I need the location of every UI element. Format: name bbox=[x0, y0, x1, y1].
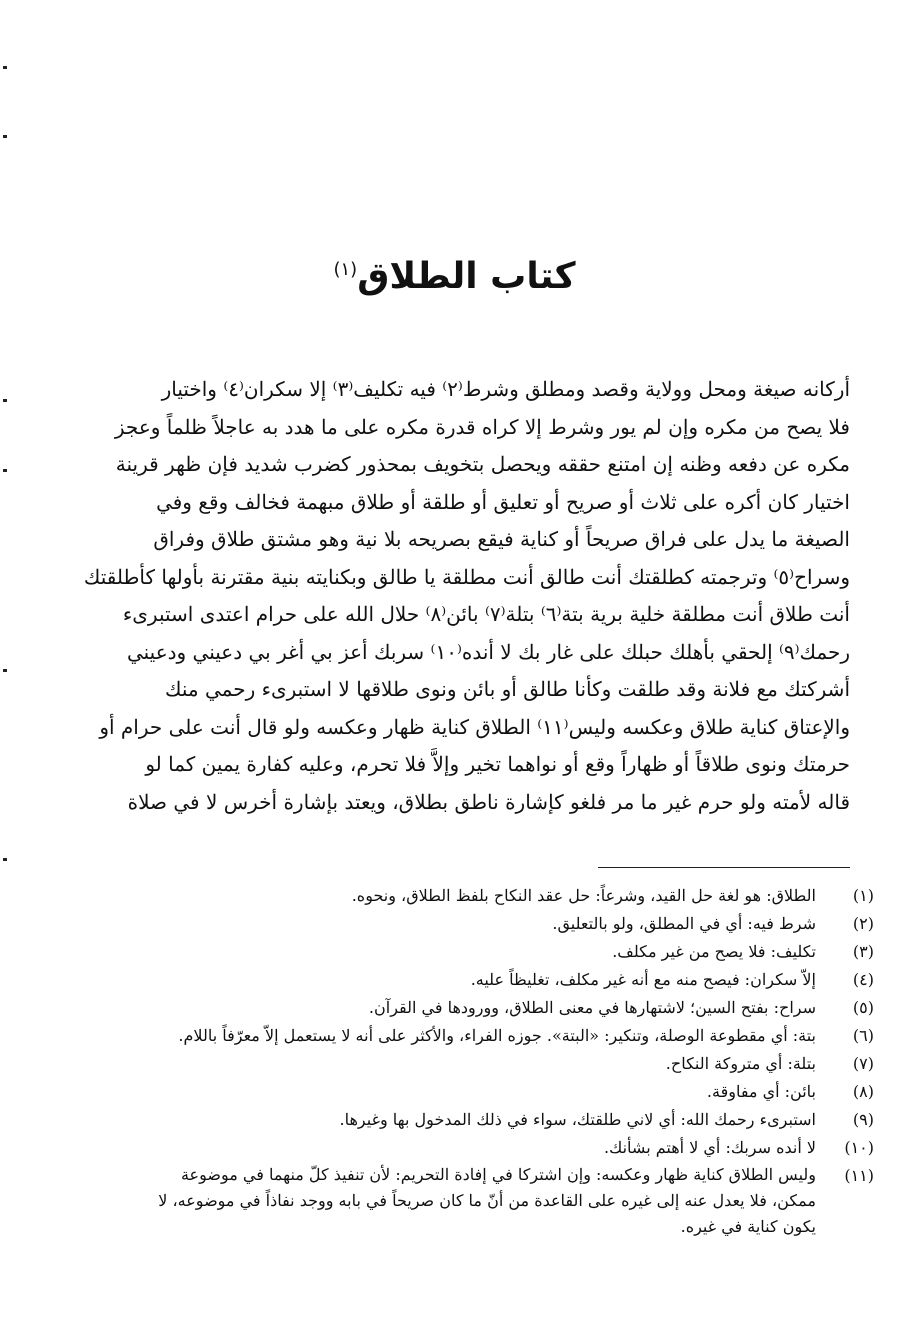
footnote-text: ممكن، فلا يعدل عنه إلى غيره على القاعدة من أنّ ما كان صريحاً في بابه ووجد نفاذاً في موضوعه، لا bbox=[158, 1191, 816, 1210]
footnote bbox=[60, 1106, 874, 1134]
footnote-number: (٣) bbox=[852, 942, 874, 961]
footnote-text: يكون كناية في غيره. bbox=[680, 1217, 816, 1236]
text-line: والإعتاق كناية طلاق وعكسه وليس⁽١١⁾ الطلاق كناية ظهار وعكسه ولو قال أنت على حرام أو bbox=[99, 714, 850, 739]
footnote bbox=[60, 938, 874, 966]
footnote-text: إلاّ سكران: فيصح منه مع أنه غير مكلف، تغليظاً عليه. bbox=[470, 970, 816, 989]
footnote-text: بتة: أي مقطوعة الوصلة، وتنكير: «البتة». جوزه الفراء، والأكثر على أنه لا يستعمل إلاّ معرّفاً باللام. bbox=[178, 1026, 816, 1045]
margin-mark bbox=[3, 469, 7, 472]
footnote bbox=[60, 966, 874, 994]
footnote bbox=[60, 1162, 874, 1240]
text-line: اختيار كان أكره على ثلاث أو صريح أو تعليق أو طلقة أو طلاق مبهمة فخالف وقع وفي bbox=[156, 489, 850, 514]
margin-mark bbox=[3, 669, 7, 672]
footnote-text: لا أنده سربك: أي لا أهتم بشأنك. bbox=[604, 1138, 816, 1157]
footnote bbox=[60, 1050, 874, 1078]
margin-mark bbox=[3, 135, 7, 138]
footnote-text: بتلة: أي متروكة النكاح. bbox=[665, 1054, 816, 1073]
footnote bbox=[60, 882, 874, 910]
text-line: وسراح⁽٥⁾ وترجمته كطلقتك أنت طالق أنت مطلقة يا طالق وبكنايته بنية مقترنة بأولها كأطلقتك bbox=[83, 564, 850, 589]
margin-mark bbox=[3, 66, 7, 69]
footnote-text: شرط فيه: أي في المطلق، ولو بالتعليق. bbox=[552, 914, 816, 933]
chapter-title-text: كتاب الطلاق bbox=[357, 256, 576, 297]
text-line: قاله لأمته ولو حرم غير ما مر فلغو كإشارة ناطق بطلاق، ويعتد بإشارة أخرس لا في صلاة bbox=[127, 789, 850, 814]
footnote-text: الطلاق: هو لغة حل القيد، وشرعاً: حل عقد النكاح بلفظ الطلاق، ونحوه. bbox=[351, 886, 816, 905]
footnote bbox=[60, 910, 874, 938]
main-text bbox=[82, 371, 850, 821]
margin-mark bbox=[3, 399, 7, 402]
footnote-number: (١) bbox=[852, 886, 874, 905]
text-line: أشركتك مع فلانة وقد طلقت وكأنا طالق أو بائن ونوى طلاقها لا استبرىء رحمي منك bbox=[165, 677, 850, 701]
footnote-number: (١٠) bbox=[844, 1138, 874, 1157]
chapter-title bbox=[0, 240, 909, 307]
text-line: حرمتك ونوى طلاقاً أو ظهاراً وقع أو نواهما تخير وإلاَّ فلا تحرم، وعليه كفارة يمين كما لو bbox=[145, 752, 850, 776]
text-line: أنت طلاق أنت مطلقة خلية برية بتة⁽٦⁾ بتلة⁽٧⁾ بائن⁽٨⁾ حلال الله على حرام اعتدى استبرىء bbox=[122, 602, 850, 626]
footnote-number: (٤) bbox=[852, 970, 874, 989]
text-line: فلا يصح من مكره وإن لم يور وشرط إلا كراه قدرة مكره على ما هدد به عاجلاً ظلماً وعجز bbox=[114, 414, 850, 439]
footnote-number: (٧) bbox=[852, 1054, 874, 1073]
text-line: رحمك⁽٩⁾ إلحقي بأهلك حبلك على غار بك لا أنده⁽١٠⁾ سربك أعز بي أغر بي دعيني ودعيني bbox=[126, 639, 850, 664]
text-line: مكره عن دفعه وظنه إن امتنع حققه ويحصل بتخويف بمحذور كضرب شديد فإن ظهر قرينة bbox=[115, 452, 850, 476]
footnote bbox=[60, 994, 874, 1022]
footnote-separator bbox=[598, 867, 850, 868]
footnotes bbox=[60, 882, 874, 1240]
footnote-number: (٨) bbox=[852, 1082, 874, 1101]
footnote-text: سراح: بفتح السين؛ لاشتهارها في معنى الطلاق، وورودها في القرآن. bbox=[368, 998, 816, 1017]
footnote bbox=[60, 1134, 874, 1162]
footnote bbox=[60, 1078, 874, 1106]
footnote-number: (٢) bbox=[852, 914, 874, 933]
margin-marks bbox=[0, 0, 12, 1339]
footnote-number: (١١) bbox=[844, 1166, 874, 1185]
text-line: أركانه صيغة ومحل وولاية وقصد ومطلق وشرط⁽٢⁾ فيه تكليف⁽٣⁾ إلا سكران⁽٤⁾ واختيار bbox=[161, 377, 850, 401]
footnote-number: (٦) bbox=[852, 1026, 874, 1045]
footnote-text: تكليف: فلا يصح من غير مكلف. bbox=[612, 942, 816, 961]
text-line: الصيغة ما يدل على فراق صريحاً أو كناية فيقع بصريحه بلا نية وهو مشتق طلاق وفراق bbox=[153, 527, 850, 551]
footnote-text: وليس الطلاق كناية ظهار وعكسه: وإن اشتركا في إفادة التحريم: لأن تنفيذ كلّ منهما في موضوعة bbox=[180, 1165, 816, 1184]
footnote-text: استبرىء رحمك الله: أي لاني طلقتك، سواء في ذلك المدخول بها وغيرها. bbox=[339, 1110, 816, 1129]
footnote-number: (٩) bbox=[852, 1110, 874, 1129]
margin-mark bbox=[3, 858, 7, 861]
chapter-title-note-ref: (١) bbox=[333, 259, 358, 280]
footnote-number: (٥) bbox=[852, 998, 874, 1017]
footnote bbox=[60, 1022, 874, 1050]
footnote-text: بائن: أي مفاوقة. bbox=[706, 1082, 816, 1101]
